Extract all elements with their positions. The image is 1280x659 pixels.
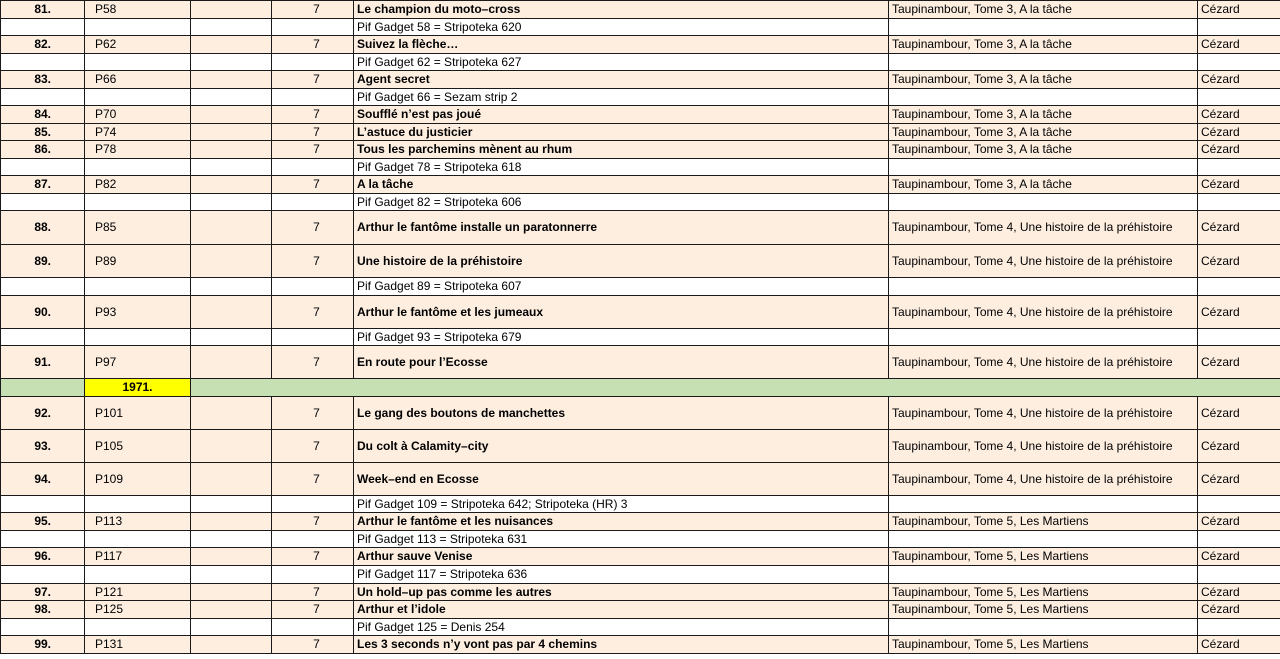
reprint-note-cell[interactable]: Pif Gadget 117 = Stripoteka 636: [354, 566, 889, 584]
album-cell[interactable]: Taupinambour, Tome 3, A la tâche: [889, 36, 1198, 54]
album-cell[interactable]: Taupinambour, Tome 4, Une histoire de la préhistoire: [889, 296, 1198, 329]
empty-cell[interactable]: [272, 54, 354, 71]
page-count-cell[interactable]: 7: [272, 346, 354, 379]
empty-cell[interactable]: [191, 531, 272, 548]
entry-number-cell[interactable]: 99.: [1, 636, 85, 654]
table-row: [1, 548, 1280, 566]
page-count-cell[interactable]: 7: [272, 71, 354, 89]
entry-number-cell[interactable]: 90.: [1, 296, 85, 329]
story-title-cell[interactable]: A la tâche: [354, 176, 889, 194]
empty-cell[interactable]: [191, 54, 272, 71]
issue-code-cell[interactable]: P66: [85, 71, 191, 89]
table-row: [1, 106, 1280, 124]
author-cell[interactable]: Cézard: [1198, 124, 1280, 141]
reprint-note-cell[interactable]: Pif Gadget 82 = Stripoteka 606: [354, 194, 889, 211]
empty-cell[interactable]: [1198, 159, 1280, 176]
story-title-cell[interactable]: Arthur le fantôme et les jumeaux: [354, 296, 889, 329]
issue-code-cell[interactable]: P131: [85, 636, 191, 654]
reprint-note-row: [1, 89, 1280, 106]
issue-code-cell[interactable]: P117: [85, 548, 191, 566]
album-cell[interactable]: Taupinambour, Tome 3, A la tâche: [889, 71, 1198, 89]
empty-cell[interactable]: [191, 36, 272, 54]
empty-cell[interactable]: [85, 194, 191, 211]
empty-cell[interactable]: [1198, 531, 1280, 548]
story-title-cell[interactable]: Soufflé n’est pas joué: [354, 106, 889, 124]
reprint-note-cell[interactable]: Pif Gadget 66 = Sezam strip 2: [354, 89, 889, 106]
page-count-cell[interactable]: 7: [272, 141, 354, 159]
page-count-cell[interactable]: 7: [272, 584, 354, 601]
empty-cell[interactable]: [191, 89, 272, 106]
empty-cell[interactable]: [1198, 89, 1280, 106]
album-cell[interactable]: Taupinambour, Tome 4, Une histoire de la préhistoire: [889, 346, 1198, 379]
page-count-cell[interactable]: 7: [272, 245, 354, 278]
author-cell[interactable]: Cézard: [1198, 601, 1280, 619]
table-row: [1, 513, 1280, 531]
issue-code-cell[interactable]: P78: [85, 141, 191, 159]
story-title-cell[interactable]: Le champion du moto–cross: [354, 1, 889, 19]
empty-cell[interactable]: [1198, 19, 1280, 36]
author-cell[interactable]: Cézard: [1198, 548, 1280, 566]
empty-cell[interactable]: [191, 463, 272, 496]
empty-cell[interactable]: [889, 89, 1198, 106]
issue-code-cell[interactable]: P113: [85, 513, 191, 531]
empty-cell[interactable]: [191, 601, 272, 619]
album-cell[interactable]: Taupinambour, Tome 5, Les Martiens: [889, 636, 1198, 654]
page-count-cell[interactable]: 7: [272, 601, 354, 619]
empty-cell[interactable]: [272, 496, 354, 513]
issue-code-cell[interactable]: P62: [85, 36, 191, 54]
empty-cell[interactable]: [1198, 194, 1280, 211]
empty-cell[interactable]: [272, 194, 354, 211]
empty-cell[interactable]: [85, 566, 191, 584]
reprint-note-row: [1, 329, 1280, 346]
reprint-note-cell[interactable]: Pif Gadget 78 = Stripoteka 618: [354, 159, 889, 176]
page-count-cell[interactable]: 7: [272, 176, 354, 194]
entry-number-cell[interactable]: 93.: [1, 430, 85, 463]
table-row: [1, 1, 1280, 19]
author-cell[interactable]: Cézard: [1198, 584, 1280, 601]
author-cell[interactable]: Cézard: [1198, 245, 1280, 278]
issue-code-cell[interactable]: P93: [85, 296, 191, 329]
author-cell[interactable]: Cézard: [1198, 430, 1280, 463]
page-count-cell[interactable]: 7: [272, 1, 354, 19]
album-cell[interactable]: Taupinambour, Tome 3, A la tâche: [889, 1, 1198, 19]
reprint-note-row: [1, 496, 1280, 513]
empty-cell[interactable]: [889, 329, 1198, 346]
author-cell[interactable]: Cézard: [1198, 106, 1280, 124]
empty-cell[interactable]: [272, 159, 354, 176]
page-count-cell[interactable]: 7: [272, 106, 354, 124]
author-cell[interactable]: Cézard: [1198, 176, 1280, 194]
issue-code-cell[interactable]: P109: [85, 463, 191, 496]
table-row: [1, 141, 1280, 159]
album-cell[interactable]: Taupinambour, Tome 4, Une histoire de la préhistoire: [889, 245, 1198, 278]
reprint-note-row: [1, 159, 1280, 176]
entry-number-cell[interactable]: 81.: [1, 1, 85, 19]
issue-code-cell[interactable]: P121: [85, 584, 191, 601]
empty-cell[interactable]: [1198, 619, 1280, 636]
table-row: [1, 36, 1280, 54]
reprint-note-cell[interactable]: Pif Gadget 125 = Denis 254: [354, 619, 889, 636]
empty-cell[interactable]: [85, 619, 191, 636]
empty-cell[interactable]: [272, 619, 354, 636]
empty-cell[interactable]: [191, 106, 272, 124]
page-count-cell[interactable]: 7: [272, 36, 354, 54]
entry-number-cell[interactable]: 86.: [1, 141, 85, 159]
issue-code-cell[interactable]: P85: [85, 211, 191, 245]
empty-cell[interactable]: [889, 54, 1198, 71]
empty-cell[interactable]: [191, 513, 272, 531]
table-row: [1, 245, 1280, 278]
empty-cell[interactable]: [1, 54, 85, 71]
story-title-cell[interactable]: Du colt à Calamity–city: [354, 430, 889, 463]
entry-number-cell[interactable]: 96.: [1, 548, 85, 566]
empty-cell[interactable]: [191, 566, 272, 584]
issue-code-cell[interactable]: P82: [85, 176, 191, 194]
page-count-cell[interactable]: 7: [272, 430, 354, 463]
table-row: [1, 346, 1280, 379]
empty-cell[interactable]: [1198, 54, 1280, 71]
album-cell[interactable]: Taupinambour, Tome 3, A la tâche: [889, 124, 1198, 141]
album-cell[interactable]: Taupinambour, Tome 5, Les Martiens: [889, 601, 1198, 619]
empty-cell[interactable]: [191, 245, 272, 278]
page-count-cell[interactable]: 7: [272, 296, 354, 329]
empty-cell[interactable]: [889, 531, 1198, 548]
entry-number-cell[interactable]: 83.: [1, 71, 85, 89]
entry-number-cell[interactable]: 89.: [1, 245, 85, 278]
issue-code-cell[interactable]: P105: [85, 430, 191, 463]
page-count-cell[interactable]: 7: [272, 397, 354, 430]
empty-cell[interactable]: [1, 496, 85, 513]
reprint-note-row: [1, 194, 1280, 211]
empty-cell[interactable]: [1198, 278, 1280, 296]
empty-cell[interactable]: [191, 141, 272, 159]
empty-cell[interactable]: [85, 159, 191, 176]
story-title-cell[interactable]: L’astuce du justicier: [354, 124, 889, 141]
table-row: [1, 397, 1280, 430]
reprint-note-cell[interactable]: Pif Gadget 89 = Stripoteka 607: [354, 278, 889, 296]
empty-cell[interactable]: [1198, 329, 1280, 346]
entry-number-cell[interactable]: 98.: [1, 601, 85, 619]
author-cell[interactable]: Cézard: [1198, 1, 1280, 19]
year-cell[interactable]: 1971.: [85, 379, 191, 397]
empty-cell[interactable]: [1198, 566, 1280, 584]
entry-number-cell[interactable]: 84.: [1, 106, 85, 124]
page-count-cell[interactable]: 7: [272, 124, 354, 141]
page-count-cell[interactable]: 7: [272, 211, 354, 245]
table-row: [1, 463, 1280, 496]
author-cell[interactable]: Cézard: [1198, 71, 1280, 89]
empty-cell[interactable]: [85, 496, 191, 513]
empty-cell[interactable]: [889, 496, 1198, 513]
issue-code-cell[interactable]: P58: [85, 1, 191, 19]
album-cell[interactable]: Taupinambour, Tome 5, Les Martiens: [889, 584, 1198, 601]
story-title-cell[interactable]: Le gang des boutons de manchettes: [354, 397, 889, 430]
empty-cell[interactable]: [191, 636, 272, 654]
empty-cell[interactable]: [85, 19, 191, 36]
entry-number-cell[interactable]: 95.: [1, 513, 85, 531]
author-cell[interactable]: Cézard: [1198, 397, 1280, 430]
table-row: [1, 296, 1280, 329]
reprint-note-row: [1, 619, 1280, 636]
reprint-note-row: [1, 54, 1280, 71]
empty-cell[interactable]: [889, 159, 1198, 176]
table-row: [1, 211, 1280, 245]
empty-cell[interactable]: [191, 71, 272, 89]
author-cell[interactable]: Cézard: [1198, 141, 1280, 159]
issue-code-cell[interactable]: P97: [85, 346, 191, 379]
empty-cell[interactable]: [191, 1, 272, 19]
story-title-cell[interactable]: Un hold–up pas comme les autres: [354, 584, 889, 601]
entry-number-cell[interactable]: 97.: [1, 584, 85, 601]
empty-cell[interactable]: [272, 531, 354, 548]
table-body: [1, 1, 1280, 654]
page-count-cell[interactable]: 7: [272, 548, 354, 566]
author-cell[interactable]: Cézard: [1198, 36, 1280, 54]
empty-cell[interactable]: [272, 329, 354, 346]
empty-cell[interactable]: [1198, 496, 1280, 513]
empty-cell[interactable]: [272, 19, 354, 36]
album-cell[interactable]: Taupinambour, Tome 5, Les Martiens: [889, 513, 1198, 531]
empty-cell[interactable]: [889, 278, 1198, 296]
reprint-note-row: [1, 531, 1280, 548]
album-cell[interactable]: Taupinambour, Tome 4, Une histoire de la préhistoire: [889, 211, 1198, 245]
story-title-cell[interactable]: Arthur sauve Venise: [354, 548, 889, 566]
issue-code-cell[interactable]: P101: [85, 397, 191, 430]
story-title-cell[interactable]: En route pour l’Ecosse: [354, 346, 889, 379]
empty-cell[interactable]: [85, 531, 191, 548]
empty-cell[interactable]: [191, 296, 272, 329]
empty-cell[interactable]: [191, 619, 272, 636]
year-separator-row: [1, 379, 1280, 397]
empty-cell[interactable]: [1, 19, 85, 36]
empty-cell[interactable]: [191, 329, 272, 346]
empty-cell[interactable]: [191, 124, 272, 141]
issue-code-cell[interactable]: P125: [85, 601, 191, 619]
reprint-note-cell[interactable]: Pif Gadget 109 = Stripoteka 642; Stripoteka (HR) 3: [354, 496, 889, 513]
empty-cell[interactable]: [85, 278, 191, 296]
empty-cell[interactable]: [1, 194, 85, 211]
table-row: [1, 176, 1280, 194]
table-row: [1, 71, 1280, 89]
entry-number-cell[interactable]: 91.: [1, 346, 85, 379]
story-title-cell[interactable]: Agent secret: [354, 71, 889, 89]
empty-cell[interactable]: [1, 379, 85, 397]
empty-cell[interactable]: [191, 278, 272, 296]
page-count-cell[interactable]: 7: [272, 513, 354, 531]
reprint-note-row: [1, 19, 1280, 36]
empty-cell[interactable]: [1, 619, 85, 636]
empty-cell[interactable]: [272, 278, 354, 296]
page-count-cell[interactable]: 7: [272, 463, 354, 496]
empty-cell[interactable]: [1, 566, 85, 584]
story-title-cell[interactable]: Les 3 seconds n’y vont pas par 4 chemins: [354, 636, 889, 654]
album-cell[interactable]: Taupinambour, Tome 5, Les Martiens: [889, 548, 1198, 566]
album-cell[interactable]: Taupinambour, Tome 3, A la tâche: [889, 141, 1198, 159]
empty-cell[interactable]: [191, 496, 272, 513]
empty-cell[interactable]: [889, 194, 1198, 211]
empty-cell[interactable]: [191, 397, 272, 430]
story-title-cell[interactable]: Tous les parchemins mènent au rhum: [354, 141, 889, 159]
author-cell[interactable]: Cézard: [1198, 463, 1280, 496]
story-title-cell[interactable]: Arthur le fantôme et les nuisances: [354, 513, 889, 531]
album-cell[interactable]: Taupinambour, Tome 4, Une histoire de la préhistoire: [889, 463, 1198, 496]
empty-cell[interactable]: [272, 89, 354, 106]
empty-cell[interactable]: [191, 19, 272, 36]
story-title-cell[interactable]: Suivez la flèche…: [354, 36, 889, 54]
empty-cell[interactable]: [191, 584, 272, 601]
reprint-note-cell[interactable]: Pif Gadget 113 = Stripoteka 631: [354, 531, 889, 548]
entry-number-cell[interactable]: 88.: [1, 211, 85, 245]
page-count-cell[interactable]: 7: [272, 636, 354, 654]
entry-number-cell[interactable]: 85.: [1, 124, 85, 141]
table-row: [1, 430, 1280, 463]
album-cell[interactable]: Taupinambour, Tome 4, Une histoire de la préhistoire: [889, 430, 1198, 463]
empty-cell[interactable]: [191, 159, 272, 176]
empty-cell[interactable]: [191, 194, 272, 211]
reprint-note-cell[interactable]: Pif Gadget 58 = Stripoteka 620: [354, 19, 889, 36]
author-cell[interactable]: Cézard: [1198, 513, 1280, 531]
album-cell[interactable]: Taupinambour, Tome 3, A la tâche: [889, 106, 1198, 124]
empty-cell[interactable]: [85, 329, 191, 346]
empty-cell[interactable]: [191, 346, 272, 379]
empty-cell[interactable]: [191, 211, 272, 245]
empty-cell[interactable]: [889, 19, 1198, 36]
issue-code-cell[interactable]: P89: [85, 245, 191, 278]
year-band-cell[interactable]: [191, 379, 1280, 397]
album-cell[interactable]: Taupinambour, Tome 4, Une histoire de la préhistoire: [889, 397, 1198, 430]
reprint-note-cell[interactable]: Pif Gadget 62 = Stripoteka 627: [354, 54, 889, 71]
table-row: [1, 124, 1280, 141]
reprint-note-row: [1, 566, 1280, 584]
empty-cell[interactable]: [889, 619, 1198, 636]
empty-cell[interactable]: [191, 430, 272, 463]
empty-cell[interactable]: [85, 89, 191, 106]
empty-cell[interactable]: [889, 566, 1198, 584]
empty-cell[interactable]: [1, 159, 85, 176]
story-title-cell[interactable]: Arthur et l’idole: [354, 601, 889, 619]
author-cell[interactable]: Cézard: [1198, 211, 1280, 245]
author-cell[interactable]: Cézard: [1198, 296, 1280, 329]
author-cell[interactable]: Cézard: [1198, 636, 1280, 654]
entry-number-cell[interactable]: 82.: [1, 36, 85, 54]
empty-cell[interactable]: [1, 89, 85, 106]
entry-number-cell[interactable]: 87.: [1, 176, 85, 194]
reprint-note-row: [1, 278, 1280, 296]
album-cell[interactable]: Taupinambour, Tome 3, A la tâche: [889, 176, 1198, 194]
issue-code-cell[interactable]: P74: [85, 124, 191, 141]
issue-code-cell[interactable]: P70: [85, 106, 191, 124]
empty-cell[interactable]: [1, 329, 85, 346]
entry-number-cell[interactable]: 94.: [1, 463, 85, 496]
table-row: [1, 584, 1280, 601]
story-title-cell[interactable]: Arthur le fantôme installe un paratonnerre: [354, 211, 889, 245]
empty-cell[interactable]: [1, 531, 85, 548]
empty-cell[interactable]: [1, 278, 85, 296]
entry-number-cell[interactable]: 92.: [1, 397, 85, 430]
reprint-note-cell[interactable]: Pif Gadget 93 = Stripoteka 679: [354, 329, 889, 346]
empty-cell[interactable]: [272, 566, 354, 584]
empty-cell[interactable]: [85, 54, 191, 71]
empty-cell[interactable]: [191, 176, 272, 194]
table-row: [1, 636, 1280, 654]
story-title-cell[interactable]: Une histoire de la préhistoire: [354, 245, 889, 278]
table-row: [1, 601, 1280, 619]
story-title-cell[interactable]: Week–end en Ecosse: [354, 463, 889, 496]
empty-cell[interactable]: [191, 548, 272, 566]
author-cell[interactable]: Cézard: [1198, 346, 1280, 379]
